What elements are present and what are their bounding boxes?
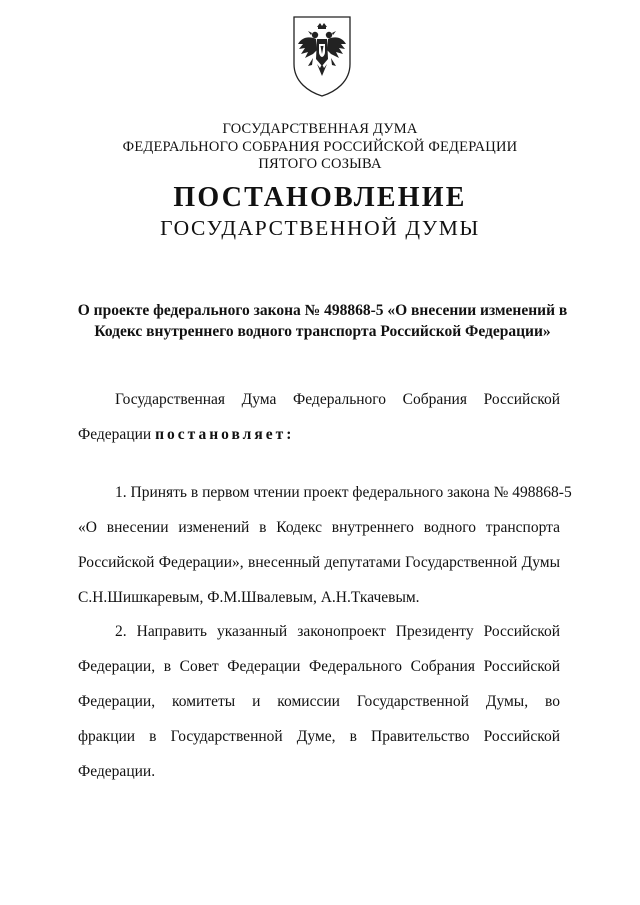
clause-1-line-3: Российской Федерации», внесенный депутатами Государственной Думы [78,554,560,571]
document-title: ПОСТАНОВЛЕНИЕ [173,182,467,213]
preamble-verb: постановляет: [155,426,295,443]
document-subject [70,300,575,342]
preamble-subject: Федерации [78,426,152,443]
clause-1-line-2: «О внесении изменений в Кодекс внутреннего водного транспорта [78,519,560,536]
coat-of-arms-icon [291,14,353,98]
preamble-paragraph [78,390,560,460]
subject-line-1: О проекте федерального закона № 498868-5 «О внесении изменений в [77,302,568,319]
clause-2-line-5: Федерации. [78,763,156,780]
preamble-line-1: Государственная Дума Федерального Собрания Российской [115,391,560,408]
header-line-1: ГОСУДАРСТВЕННАЯ ДУМА [222,121,418,137]
clause-2-paragraph [78,622,560,797]
subject-line-2: Кодекс внутреннего водного транспорта Российской Федерации» [94,323,551,340]
header-line-2: ФЕДЕРАЛЬНОГО СОБРАНИЯ РОССИЙСКОЙ ФЕДЕРАЦИИ [122,138,518,155]
preamble-line-2 [78,425,560,460]
clause-2-line-4: фракции в Государственной Думе, в Правительство Российской [78,728,560,745]
clause-2-line-2: Федерации, в Совет Федерации Федерального Собрания Российской [78,658,560,675]
header-line-3: ПЯТОГО СОЗЫВА [258,156,382,172]
clause-1-line-4: С.Н.Шишкаревым, Ф.М.Швалевым, А.Н.Ткачевым. [78,589,420,606]
clause-2-line-3: Федерации, комитеты и комиссии Государственной Думы, во [78,693,560,710]
document-subtitle: ГОСУДАРСТВЕННОЙ ДУМЫ [160,216,480,240]
clause-2-line-1: 2. Направить указанный законопроект Президенту Российской [115,623,560,640]
institution-header [0,121,640,174]
clause-1-paragraph [78,483,572,623]
clause-1-line-1: 1. Принять в первом чтении проект федерального закона № 498868-5 [115,484,572,501]
